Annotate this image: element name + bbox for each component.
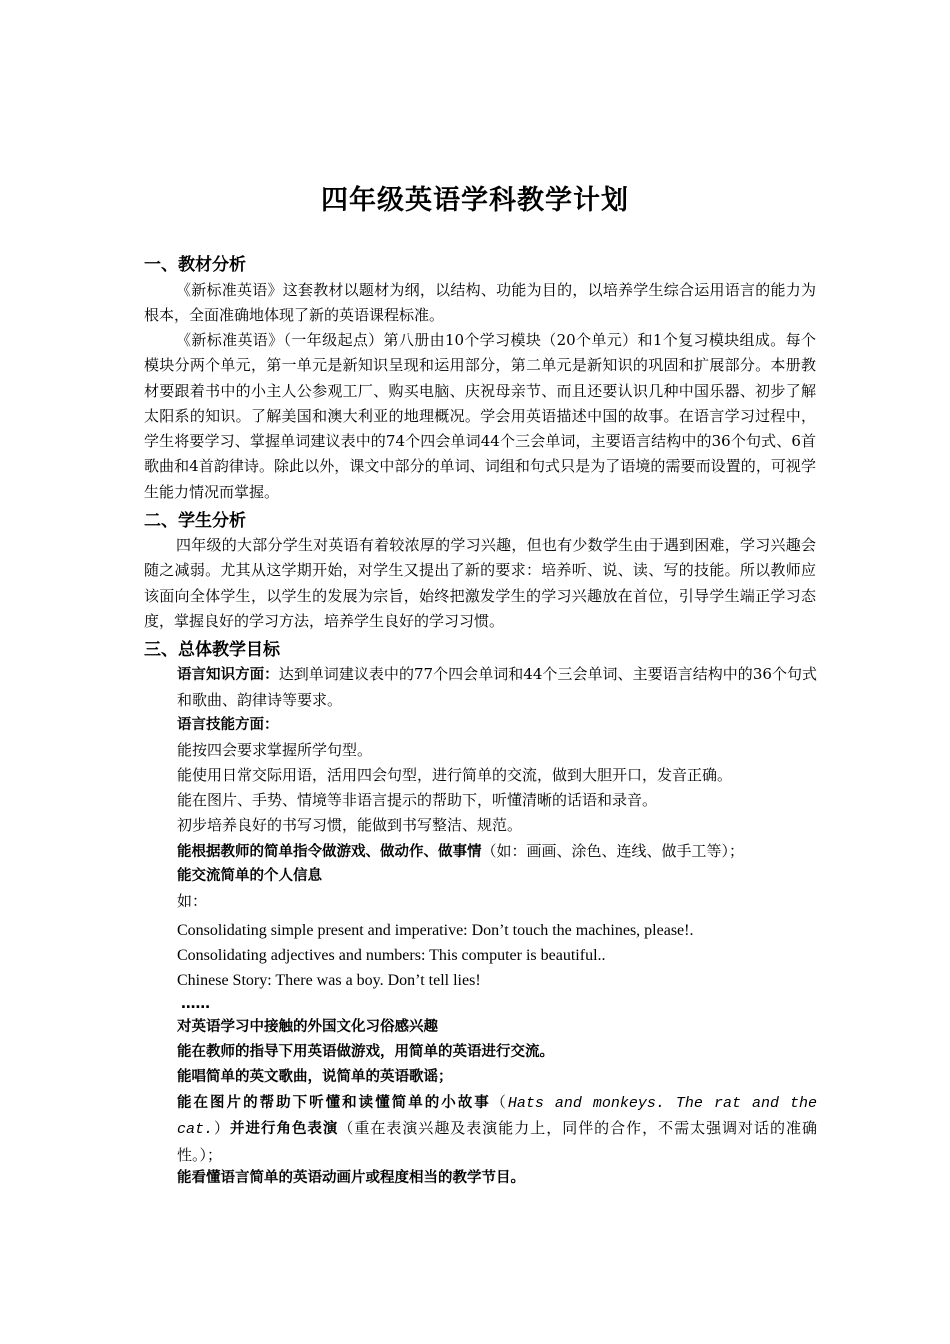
example-sentence: Consolidating simple present and imperative: Don’t touch the machines, please!. [177,922,694,939]
section-heading-students: 二、学生分析 [144,511,246,531]
example-label: 如： [177,892,208,910]
game-goal-bold: 能根据教师的简单指令做游戏、做动作、做事情 [177,844,482,860]
skill-item: 能按四会要求掌握所学句型。 [177,741,373,759]
cartoon-goal: 能看懂语言简单的英语动画片或程度相当的教学节目。 [177,1170,525,1186]
document-title: 四年级英语学科教学计划 [321,185,629,216]
ellipsis: …… [181,996,210,1012]
culture-goal: 对英语学习中接触的外国文化习俗感兴趣 [177,1019,438,1035]
example-sentence: Chinese Story: There was a boy. Don’t tell lies! [177,972,481,989]
students-paragraph: 四年级的大部分学生对英语有着较浓厚的学习兴趣，但也有少数学生由于遇到困难，学习兴趣会随之减弱。尤其从这学期开始，对学生又提出了新的要求：培养听、说、读、写的技能。所以教师应该面向全体学生，以学生的发展为宗旨，始终把激发学生的学习兴趣放在首位，引导学生端正学习态度，掌握良好的学习方法，培养学生良好的学习习惯。 [144,536,816,630]
play-goal: 能在教师的指导下用英语做游戏，用简单的英语进行交流。 [177,1044,554,1060]
story-goal [177,1090,817,1168]
materials-paragraph-2: 《新标准英语》（一年级起点）第八册由10个学习模块（20个单元）和1个复习模块组成。每个模块分两个单元，第一单元是新知识呈现和运用部分，第二单元是新知识的巩固和扩展部分。本册教材要跟着书中的小主人公参观工厂、购买电脑、庆祝母亲节、而且还要认识几种中国乐器、初步了解太阳系的知识。了解美国和澳大利亚的地理概况。学会用英语描述中国的故事。在语言学习过程中，学生将要学习、掌握单词建议表中的74个四会单词44个三会单词，主要语言结构中的36个句式、6首歌曲和4首韵律诗。除此以外，课文中部分的单词、词组和句式只是为了语境的需要而设置的，可视学生能力情况而掌握。 [144,331,816,501]
story-titles: Hats and monkeys. The rat and the cat. [177,1095,817,1139]
story-goal-note: （重在表演兴趣及表演能力上，同伴的合作，不需太强调对话的准确性。）； [177,1119,817,1164]
sing-goal: 能唱简单的英文歌曲，说简单的英语歌谣； [177,1069,453,1085]
skill-item: 能使用日常交际用语，活用四会句型，进行简单的交流，做到大胆开口，发音正确。 [177,766,733,784]
story-paren-open: （ [490,1093,508,1111]
info-goal: 能交流简单的个人信息 [177,868,322,884]
section-heading-materials: 一、教材分析 [144,255,246,275]
materials-paragraph-1: 《新标准英语》这套教材以题材为纲，以结构、功能为目的，以培养学生综合运用语言的能力为根本，全面准确地体现了新的英语课程标准。 [144,281,816,325]
game-goal-note: （如：画画、涂色、连线、做手工等）； [481,842,745,860]
example-sentence: Consolidating adjectives and numbers: This computer is beautiful.. [177,947,606,964]
story-goal-bold: 能在图片的帮助下听懂和读懂简单的小故事 [177,1095,491,1111]
game-goal [177,839,817,865]
skills-label: 语言技能方面： [177,717,279,733]
knowledge-text: 达到单词建议表中的77个四会单词和44个三会单词、主要语言结构中的36个句式和歌曲、韵律诗等要求。 [177,665,818,710]
story-paren-close: ） [213,1119,230,1138]
story-goal-roleplay: 并进行角色表演 [230,1121,339,1138]
section-heading-goals: 三、总体教学目标 [144,640,280,660]
skill-item: 能在图片、手势、情境等非语言提示的帮助下，听懂清晰的话语和录音。 [177,791,658,809]
knowledge-goal [177,662,817,714]
knowledge-label: 语言知识方面： [177,667,279,683]
skill-item: 初步培养良好的书写习惯，能做到书写整洁、规范。 [177,816,523,834]
